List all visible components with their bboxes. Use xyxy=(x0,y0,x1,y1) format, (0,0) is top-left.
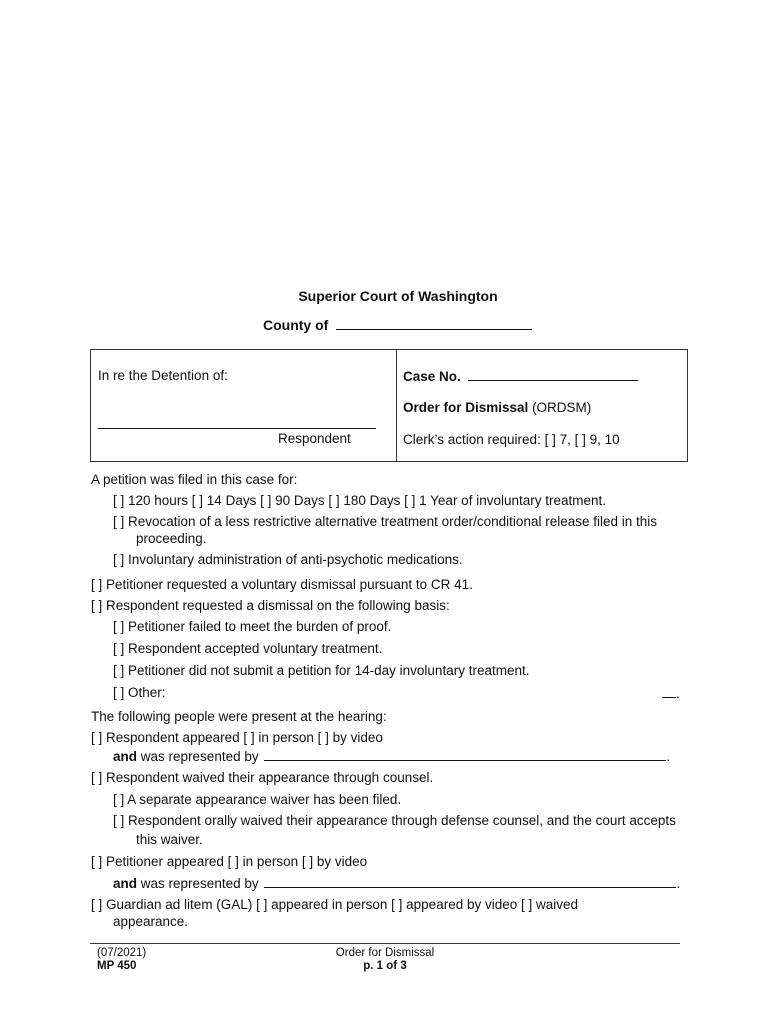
respondent-appeared-checkbox[interactable]: [ ] Respondent appeared [ ] in person [ ] by video xyxy=(91,730,383,745)
case-number-blank[interactable] xyxy=(468,368,638,381)
basis-no-petition[interactable]: [ ] Petitioner did not submit a petition for 14-day involuntary treatment. xyxy=(113,663,530,678)
footer-page-number: p. 1 of 3 xyxy=(363,960,407,972)
footer-divider xyxy=(90,943,680,944)
waiver-filed-checkbox[interactable]: [ ] A separate appearance waiver has been filed. xyxy=(113,792,402,807)
footer-date: (07/2021) xyxy=(97,947,147,959)
county-line xyxy=(263,317,532,333)
order-title: Order for Dismissal xyxy=(403,400,529,415)
basis-voluntary-treatment[interactable]: [ ] Respondent accepted voluntary treatment. xyxy=(113,641,383,656)
footer-title: Order for Dismissal xyxy=(335,947,435,959)
case-number-line xyxy=(403,368,638,384)
respondent-represented-line: and was represented by . xyxy=(113,749,671,764)
petition-option-duration[interactable]: [ ] 120 hours [ ] 14 Days [ ] 90 Days [ ] 180 Days [ ] 1 Year of involuntary treatment. xyxy=(113,493,607,508)
respondent-dismissal-checkbox[interactable]: [ ] Respondent requested a dismissal on the following basis: xyxy=(91,598,450,613)
petitioner-appeared-checkbox[interactable]: [ ] Petitioner appeared [ ] in person [ ] by video xyxy=(91,854,368,869)
county-blank[interactable] xyxy=(336,317,532,330)
gal-appeared-checkbox[interactable]: [ ] Guardian ad litem (GAL) [ ] appeared in person [ ] appeared by video [ ] waived xyxy=(91,897,579,912)
case-no-label: Case No. xyxy=(403,369,461,384)
clerk-action: Clerk’s action required: [ ] 7, [ ] 9, 10 xyxy=(403,432,620,447)
order-code: (ORDSM) xyxy=(532,400,592,415)
petitioner-represented-line: and was represented by . xyxy=(113,876,681,891)
and-label: and xyxy=(113,876,138,891)
voluntary-dismissal-checkbox[interactable]: [ ] Petitioner requested a voluntary dismissal pursuant to CR 41. xyxy=(91,577,473,592)
in-re-label: In re the Detention of: xyxy=(98,368,228,383)
caption-divider xyxy=(396,350,397,461)
county-label: County of xyxy=(263,317,329,333)
basis-burden-of-proof[interactable]: [ ] Petitioner failed to meet the burden of proof. xyxy=(113,619,392,634)
respondent-label: Respondent xyxy=(278,431,351,446)
respondent-counsel-blank[interactable] xyxy=(264,748,666,761)
court-title: Superior Court of Washington xyxy=(298,288,498,304)
represented-by-label: was represented by xyxy=(140,749,259,764)
and-label: and xyxy=(113,749,138,764)
petition-intro: A petition was filed in this case for: xyxy=(91,472,298,487)
order-title-line xyxy=(403,400,591,415)
petition-option-revocation-cont: proceeding. xyxy=(136,531,207,546)
represented-by-label: was represented by xyxy=(140,876,259,891)
petition-option-medication[interactable]: [ ] Involuntary administration of anti-psychotic medications. xyxy=(113,552,463,567)
respondent-name-line[interactable] xyxy=(98,428,376,429)
petition-option-revocation[interactable]: [ ] Revocation of a less restrictive alternative treatment order/conditional release filed in this xyxy=(113,514,658,529)
respondent-waived-checkbox[interactable]: [ ] Respondent waived their appearance through counsel. xyxy=(91,770,434,785)
other-blank-end[interactable]: . xyxy=(662,685,680,701)
basis-other[interactable]: [ ] Other: xyxy=(113,685,166,700)
petitioner-counsel-blank[interactable] xyxy=(264,875,676,888)
waiver-oral-cont: this waiver. xyxy=(136,832,203,847)
gal-appeared-cont: appearance. xyxy=(113,914,189,929)
case-caption-box xyxy=(90,349,688,462)
present-intro: The following people were present at the hearing: xyxy=(91,709,387,724)
waiver-oral-checkbox[interactable]: [ ] Respondent orally waived their appearance through defense counsel, and the court accepts xyxy=(113,813,676,828)
footer-form-number: MP 450 xyxy=(97,960,137,972)
